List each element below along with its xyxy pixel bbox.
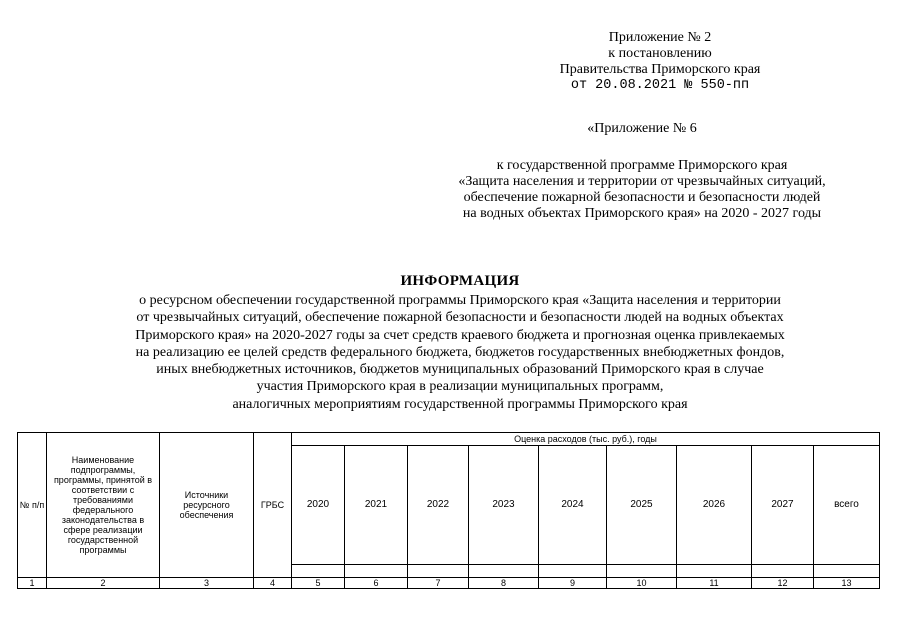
header-year: 2027 (752, 446, 814, 565)
resource-table (17, 432, 880, 589)
column-number: 10 (607, 578, 677, 589)
column-number: 12 (752, 578, 814, 589)
appendix-block (500, 30, 820, 94)
subtitle-line: от чрезвычайных ситуаций, обеспечение пожарной безопасности и безопасности людей на водных объектах (136, 310, 784, 326)
appendix-line: Правительства Приморского края (559, 62, 761, 77)
column-number: 8 (469, 578, 539, 589)
appendix6-line: на водных объектах Приморского края» на 2020 - 2027 годы (462, 206, 822, 221)
subtitle-line: Приморского края» на 2020-2027 годы за счет средств краевого бюджета и прогнозная оценка привлекаемых (135, 327, 785, 343)
column-number: 1 (18, 578, 47, 589)
header-year: 2023 (469, 446, 539, 565)
header-year: 2022 (408, 446, 469, 565)
appendix6-line: «Защита населения и территории от чрезвычайных ситуаций, (458, 174, 826, 189)
column-number: 7 (408, 578, 469, 589)
subtitle-line: участия Приморского края в реализации муниципальных программ, (256, 379, 664, 395)
appendix-line: к постановлению (608, 46, 712, 61)
header-year: 2026 (677, 446, 752, 565)
appendix-line: Приложение № 2 (608, 30, 712, 45)
subtitle-line: аналогичных мероприятиям государственной программы Приморского края (232, 396, 688, 412)
header-year: 2024 (539, 446, 607, 565)
subtitle-line: иных внебюджетных источников, бюджетов муниципальных образований Приморского края в случае (156, 362, 764, 378)
header-total: всего (814, 446, 880, 565)
column-number: 11 (677, 578, 752, 589)
header-year: 2025 (607, 446, 677, 565)
appendix6-line: к государственной программе Приморского края (496, 158, 788, 173)
subtitle-line: о ресурсном обеспечении государственной программы Приморского края «Защита населения и территории (139, 293, 781, 308)
header-expenses: Оценка расходов (тыс. руб.), годы (292, 433, 880, 446)
header-grbs: ГРБС (254, 433, 292, 578)
header-num: № п/п (18, 433, 47, 578)
appendix6-block (432, 121, 852, 222)
header-sources: Источники ресурсного обеспечения (160, 433, 254, 578)
column-number: 4 (254, 578, 292, 589)
column-number: 3 (160, 578, 254, 589)
column-number: 9 (539, 578, 607, 589)
document-subtitle (95, 292, 825, 413)
header-year: 2020 (292, 446, 345, 565)
column-number: 13 (814, 578, 880, 589)
appendix6-line: обеспечение пожарной безопасности и безопасности людей (463, 190, 821, 205)
appendix6-heading: «Приложение № 6 (587, 121, 697, 136)
subtitle-line: на реализацию ее целей средств федерального бюджета, бюджетов государственных внебюджетных фондов, (135, 344, 785, 360)
appendix-decree-date: от 20.08.2021 № 550-пп (570, 78, 750, 93)
header-name: Наименование подпрограммы, программы, принятой в соответствии с требованиями федерального законодательства в сфере реализации государственной программы (47, 433, 160, 578)
column-number: 5 (292, 578, 345, 589)
header-year: 2021 (345, 446, 408, 565)
column-number: 2 (47, 578, 160, 589)
column-number: 6 (345, 578, 408, 589)
document-title: ИНФОРМАЦИЯ (400, 273, 520, 289)
